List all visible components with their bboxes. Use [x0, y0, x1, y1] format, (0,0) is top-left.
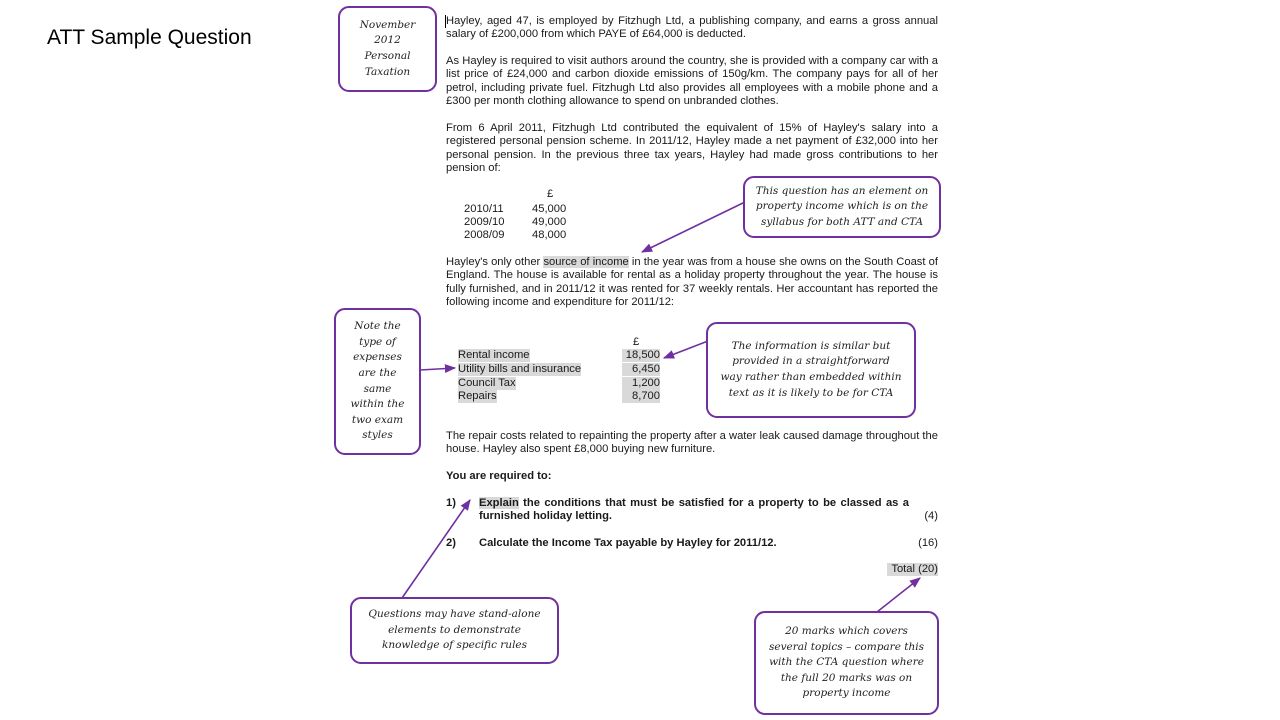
income-row-amount: 8,700 [622, 390, 660, 403]
pension-year: 2009/10 [464, 216, 505, 228]
information-similar-callout [706, 322, 916, 418]
expenses-note-text: Note the type of expenses are the same within the two exam styles [350, 320, 405, 442]
q2-number: 2) [446, 537, 456, 549]
standalone-elements-callout [350, 597, 559, 664]
income-row-label: Rental income [458, 349, 530, 361]
paragraph-benefits: As Hayley is required to visit authors around the country, she is provided with a company car with a list price of £24,000 and carbon dioxide emissions of 150g/km. The company pays for all of her petrol, including private fuel. Fitzhugh Ltd also provides all employees with a mobile phone and a £300 per month clothing allowance to spend on unbranded clothes. [446, 55, 938, 107]
arrow-to-total [877, 578, 920, 612]
standalone-elements-text: Questions may have stand-alone elements to demonstrate knowledge of specific rules [368, 608, 541, 652]
arrow-to-source-of-income [642, 202, 745, 252]
property-income-callout [743, 176, 941, 238]
information-similar-text: The information is similar but provided in a straightforward way rather than embedded within text as it is likely to be for CTA [720, 339, 902, 399]
explain-highlight: Explain [479, 497, 519, 509]
pension-year: 2010/11 [464, 203, 504, 215]
twenty-marks-callout [754, 611, 939, 715]
pension-amount: 48,000 [532, 229, 567, 241]
source-of-income-highlight: source of income [543, 256, 629, 268]
arrow-to-rental-income [664, 341, 708, 358]
income-row-amount: 18,500 [622, 349, 660, 362]
property-details: in the year was from a house she owns on the South Coast of England. The house is available for rental as a holiday property throughout the year. The house is fully furnished, and in 2011/12 it was rented for 37 weekly rentals. Her accountant has reported the following income and expenditure for 2011/12: [446, 256, 938, 308]
income-row-label: Council Tax [458, 377, 516, 389]
slide-title: ATT Sample Question [47, 26, 252, 49]
income-row-amount: 1,200 [622, 377, 660, 390]
q1-marks: (4) [924, 510, 938, 522]
paragraph-repairs: The repair costs related to repainting the property after a water leak caused damage throughout the house. Hayley also spent £8,000 buying new furniture. [446, 430, 938, 456]
paragraph-pension: From 6 April 2011, Fitzhugh Ltd contributed the equivalent of 15% of Hayley's salary into a registered personal pension scheme. In 2011/12, Hayley made a net payment of £32,000 into her personal pension. In the previous three tax years, Hayley had made gross contributions to her pension of: [446, 122, 938, 174]
total-marks: Total (20) [887, 563, 938, 576]
property-income-text: This question has an element on property income which is on the syllabus for both ATT and CTA [755, 184, 929, 228]
pension-amount: 49,000 [532, 216, 567, 228]
q1-number: 1) [446, 497, 456, 509]
twenty-marks-text: 20 marks which covers several topics – compare this with the CTA question where the full 20 marks was on property income [769, 625, 924, 700]
arrow-to-explain [402, 500, 470, 598]
pension-year: 2008/09 [464, 229, 505, 241]
pension-currency-header: £ [547, 188, 554, 200]
income-currency-header: £ [633, 336, 640, 348]
q1-body: the conditions that must be satisfied for a property to be classed as a furnished holiday letting. [479, 497, 909, 523]
pension-amount: 45,000 [532, 203, 567, 215]
exam-label-callout [338, 6, 437, 92]
income-row-amount: 6,450 [622, 363, 660, 376]
property-intro: Hayley's only other [446, 256, 544, 268]
income-row-label: Utility bills and insurance [458, 363, 582, 375]
q2-marks: (16) [918, 537, 938, 549]
exam-label-text: November 2012 Personal Taxation [359, 18, 416, 78]
expenses-note-callout [334, 308, 421, 455]
paragraph-employment: Hayley, aged 47, is employed by Fitzhugh Ltd, a publishing company, and earns a gross annual salary of £200,000 from which PAYE of £64,000 is deducted. [446, 15, 938, 41]
income-row-label: Repairs [458, 390, 497, 402]
required-heading: You are required to: [446, 470, 552, 482]
q2-text: Calculate the Income Tax payable by Hayley for 2011/12. [479, 537, 777, 549]
arrow-to-expenses [420, 368, 455, 370]
